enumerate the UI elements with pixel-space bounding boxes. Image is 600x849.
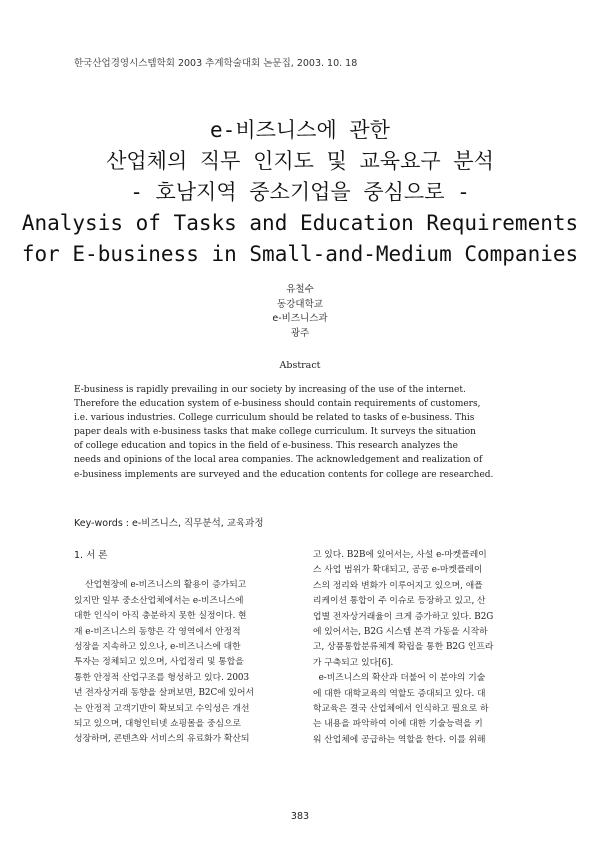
author-name: 유철수: [286, 284, 314, 295]
body-line: 고 있다. B2B에 있어서는, 사설 e-마켓플레이: [313, 550, 487, 560]
abstract-line: E-business is rapidly prevailing in our society by increasing of the use of the internet.: [74, 385, 466, 395]
body-column-left: [74, 548, 288, 748]
abstract-line: e-business implements are surveyed and the education contents for college are researched.: [74, 469, 494, 480]
abstract-heading: Abstract: [279, 360, 321, 371]
keywords: Key-words : e-비즈니스, 직무분석, 교육과정: [74, 518, 264, 529]
body-line: 되고 있으며, 대형인터넷 쇼핑몰을 중심으로: [74, 719, 241, 730]
body-line: e-비즈니스의 확산과 더불어 이 분야의 기술: [313, 673, 486, 684]
title-line-1: e-비즈니스에 관한: [210, 118, 390, 142]
body-line: 투자는 정체되고 있으며, 사업정리 및 통합을: [74, 657, 244, 668]
body-line: 통한 안정적 산업구조를 형성하고 있다. 2003: [74, 672, 250, 683]
body-line: 성장을 지속하고 있으나, e-비즈니스에 대한: [74, 642, 241, 653]
body-line: 는 안정적 고객기반이 확보되고 수익성은 개선: [74, 703, 250, 714]
title-line-5: for E-business in Small-and-Medium Companies: [21, 242, 579, 266]
body-line: 가 구축되고 있다[6].: [313, 657, 394, 668]
abstract-line: i.e. various industries. College curriculum should be related to tasks of e-business. This: [74, 413, 475, 424]
title-block: [0, 115, 600, 270]
body-line: 대한 인식이 아직 충분하지 못한 실정이다. 현: [74, 611, 247, 622]
abstract-line: Therefore the education system of e-business should contain requirements of customers,: [74, 399, 481, 410]
body-line: 고, 상품통합분류체계 확립을 통한 B2G 인프라: [313, 642, 494, 653]
body-line: 에 대한 대학교육의 역할도 증대되고 있다. 대: [313, 688, 486, 699]
body-line: 스 사업 범위가 확대되고, 공공 e-마켓플레이: [313, 565, 483, 576]
body-column-right: [313, 548, 527, 748]
body-line: 재 e-비즈니스의 동향은 각 영역에서 안정적: [74, 626, 241, 637]
body-line: 년 전자상거래 동향을 살펴보면, B2C에 있어서: [74, 688, 255, 699]
body-line: 리케이션 통합이 주 이슈로 등장하고 있고, 산: [313, 596, 486, 607]
section-title: 1. 서 론: [74, 550, 108, 561]
body-line: 성장하며, 콘텐츠와 서비스의 유료화가 확산되: [74, 734, 250, 745]
body-line: 산업현장에 e-비즈니스의 활용이 증가되고: [74, 580, 247, 591]
body-line: 있지만 일부 중소산업체에서는 e-비즈니스에: [74, 595, 244, 606]
abstract-line: paper deals with e-business tasks that make college curriculum. It surveys the situation: [74, 427, 476, 438]
running-header: 한국산업경영시스템학회 2003 추계학술대회 논문집, 2003. 10. 18: [74, 58, 358, 69]
author-department: e-비즈니스과: [272, 313, 328, 324]
title-line-4: Analysis of Tasks and Education Requirements: [21, 211, 579, 235]
page-number: 383: [290, 811, 310, 822]
author-university: 동강대학교: [277, 298, 323, 310]
abstract-line: of college education and topics in the field of e-business. This research analyzes the: [74, 441, 458, 452]
author-city: 광주: [290, 327, 310, 339]
body-line: 워 산업체에 공급하는 역할을 한다. 이를 위해: [313, 734, 486, 745]
author-block: [0, 283, 600, 341]
body-line: 학교육은 결국 산업체에서 인식하고 필요로 하: [313, 704, 489, 715]
title-line-3: - 호남지역 중소기업을 중심으로 -: [130, 180, 470, 204]
abstract-body: [74, 383, 530, 482]
abstract-line: needs and opinions of the local area companies. The acknowledgement and realization of: [74, 455, 483, 466]
body-line: 스의 정리와 변화가 이루어지고 있으며, 애플: [313, 580, 483, 591]
body-line: 업별 전자상거래율이 크게 증가하고 있다. B2G: [313, 611, 494, 622]
continued-paragraph: [313, 548, 527, 748]
body-line: 에 있어서는, B2G 시스템 본격 가동을 시작하: [313, 627, 488, 638]
body-line: 는 내용을 파악하여 이에 대한 기술능력을 키: [313, 719, 483, 730]
intro-paragraph: [74, 578, 288, 747]
title-line-2: 산업체의 직무 인지도 및 교육요구 분석: [106, 149, 494, 173]
